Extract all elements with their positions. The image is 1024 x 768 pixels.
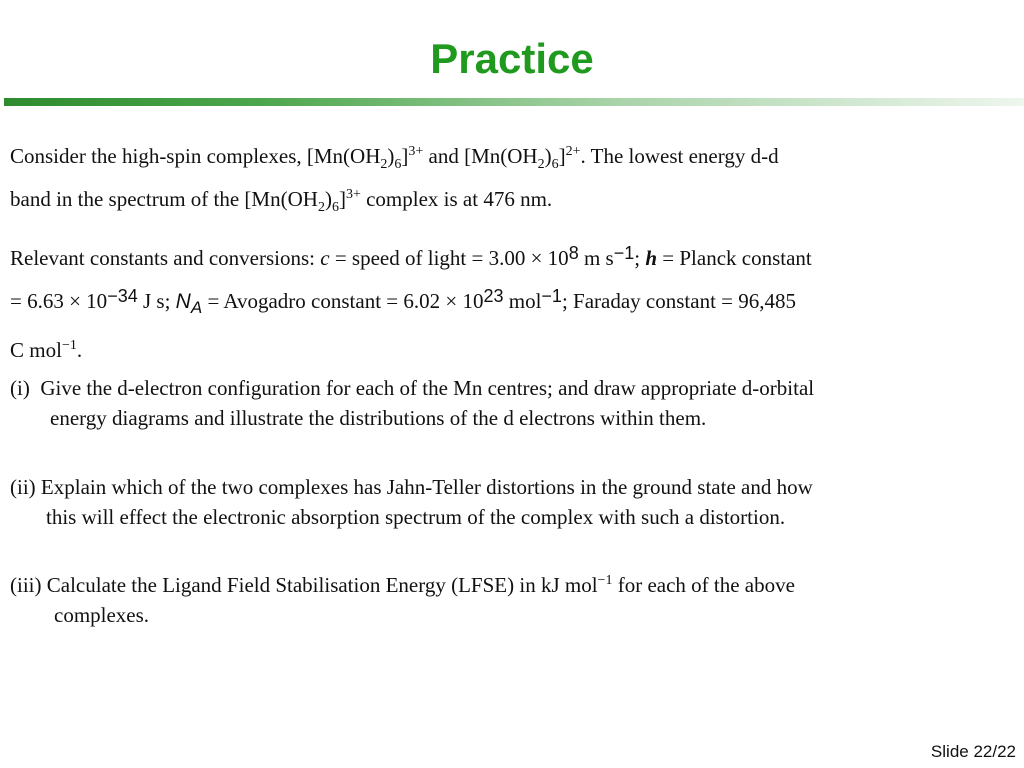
question-text: this will effect the electronic absorption spectrum of the complex with such a distortion.	[46, 505, 786, 529]
question-number: (ii)	[10, 475, 36, 499]
intro-text: and [Mn(OH	[423, 144, 538, 168]
question-3-line-2	[10, 600, 1014, 630]
superscript: −1	[597, 573, 613, 588]
constants-text: mol	[503, 289, 542, 313]
intro-text: . The lowest energy d-d	[580, 144, 779, 168]
subscript: 6	[331, 200, 339, 216]
intro-line-2	[10, 180, 1014, 223]
superscript: 3+	[408, 144, 424, 159]
intro-text: )	[387, 144, 395, 168]
subscript: 6	[394, 157, 402, 173]
slide-number: Slide 22/22	[930, 742, 1016, 761]
intro-text: complex is at 476 nm.	[360, 187, 553, 212]
question-3	[10, 566, 1014, 630]
intro-text: Consider the high-spin complexes, [Mn(OH	[10, 144, 381, 168]
question-text: Give the d-electron configuration for each of the Mn centres; and draw appropriate d-orbital	[40, 376, 815, 400]
superscript: 3+	[345, 187, 361, 203]
constants-text: = 6.63 × 10	[10, 289, 108, 313]
superscript: −1	[613, 243, 635, 263]
constants-text: C mol	[10, 338, 62, 363]
subscript: 2	[380, 157, 388, 173]
constants-paragraph	[10, 234, 1014, 369]
constants-line-2	[10, 277, 1014, 327]
constants-text: ;	[634, 246, 646, 270]
superscript: 2+	[565, 144, 581, 159]
question-number: (iii)	[10, 573, 42, 597]
avogadro-symbol: N	[175, 290, 191, 313]
title-underline-bar	[4, 98, 1024, 106]
intro-text: band in the spectrum of the [Mn(OH	[10, 187, 318, 212]
constants-text: .	[76, 338, 83, 363]
question-3-line-1	[10, 566, 1014, 600]
planck-symbol: h	[645, 246, 658, 270]
question-2-line-1	[10, 472, 1014, 502]
question-1	[10, 373, 1014, 433]
slide-title: Practice	[430, 35, 594, 82]
intro-paragraph	[10, 137, 1014, 223]
constants-text: m s	[578, 246, 614, 270]
question-2-line-2	[10, 502, 1014, 532]
subscript: 2	[537, 157, 545, 173]
superscript: −1	[61, 338, 77, 354]
question-1-line-2	[10, 403, 1014, 433]
superscript: 8	[568, 243, 579, 263]
intro-text: ]	[401, 144, 409, 168]
constants-text: = speed of light = 3.00 × 10	[329, 246, 569, 270]
question-text: Explain which of the two complexes has Jahn-Teller distortions in the ground state and how	[40, 475, 813, 499]
constants-text: Relevant constants and conversions:	[10, 246, 321, 270]
constants-line-3	[10, 327, 1014, 369]
superscript: 23	[483, 286, 504, 306]
constants-text: ; Faraday constant = 96,485	[561, 289, 796, 313]
question-1-line-1	[10, 373, 1014, 403]
constants-text: J s;	[137, 289, 176, 313]
question-text: Calculate the Ligand Field Stabilisation Energy (LFSE) in kJ mol	[46, 573, 598, 597]
intro-text: ]	[338, 187, 346, 212]
constants-line-1	[10, 234, 1014, 277]
question-number: (i)	[10, 376, 30, 400]
intro-text: ]	[558, 144, 566, 168]
superscript: −34	[107, 286, 138, 306]
question-text: for each of the above	[612, 573, 795, 597]
superscript: −1	[541, 286, 562, 306]
intro-text: )	[544, 144, 552, 168]
constants-text: = Planck constant	[657, 246, 812, 270]
speed-of-light-symbol: c	[320, 246, 330, 270]
subscript: A	[190, 298, 203, 318]
question-text: energy diagrams and illustrate the distributions of the d electrons within them.	[50, 406, 707, 430]
subscript: 2	[317, 200, 325, 216]
intro-text: )	[324, 187, 332, 212]
subscript: 6	[551, 157, 559, 173]
constants-text: = Avogadro constant = 6.02 × 10	[202, 289, 484, 313]
question-text: complexes.	[54, 603, 150, 627]
question-2	[10, 472, 1014, 532]
intro-line-1	[10, 137, 1014, 180]
